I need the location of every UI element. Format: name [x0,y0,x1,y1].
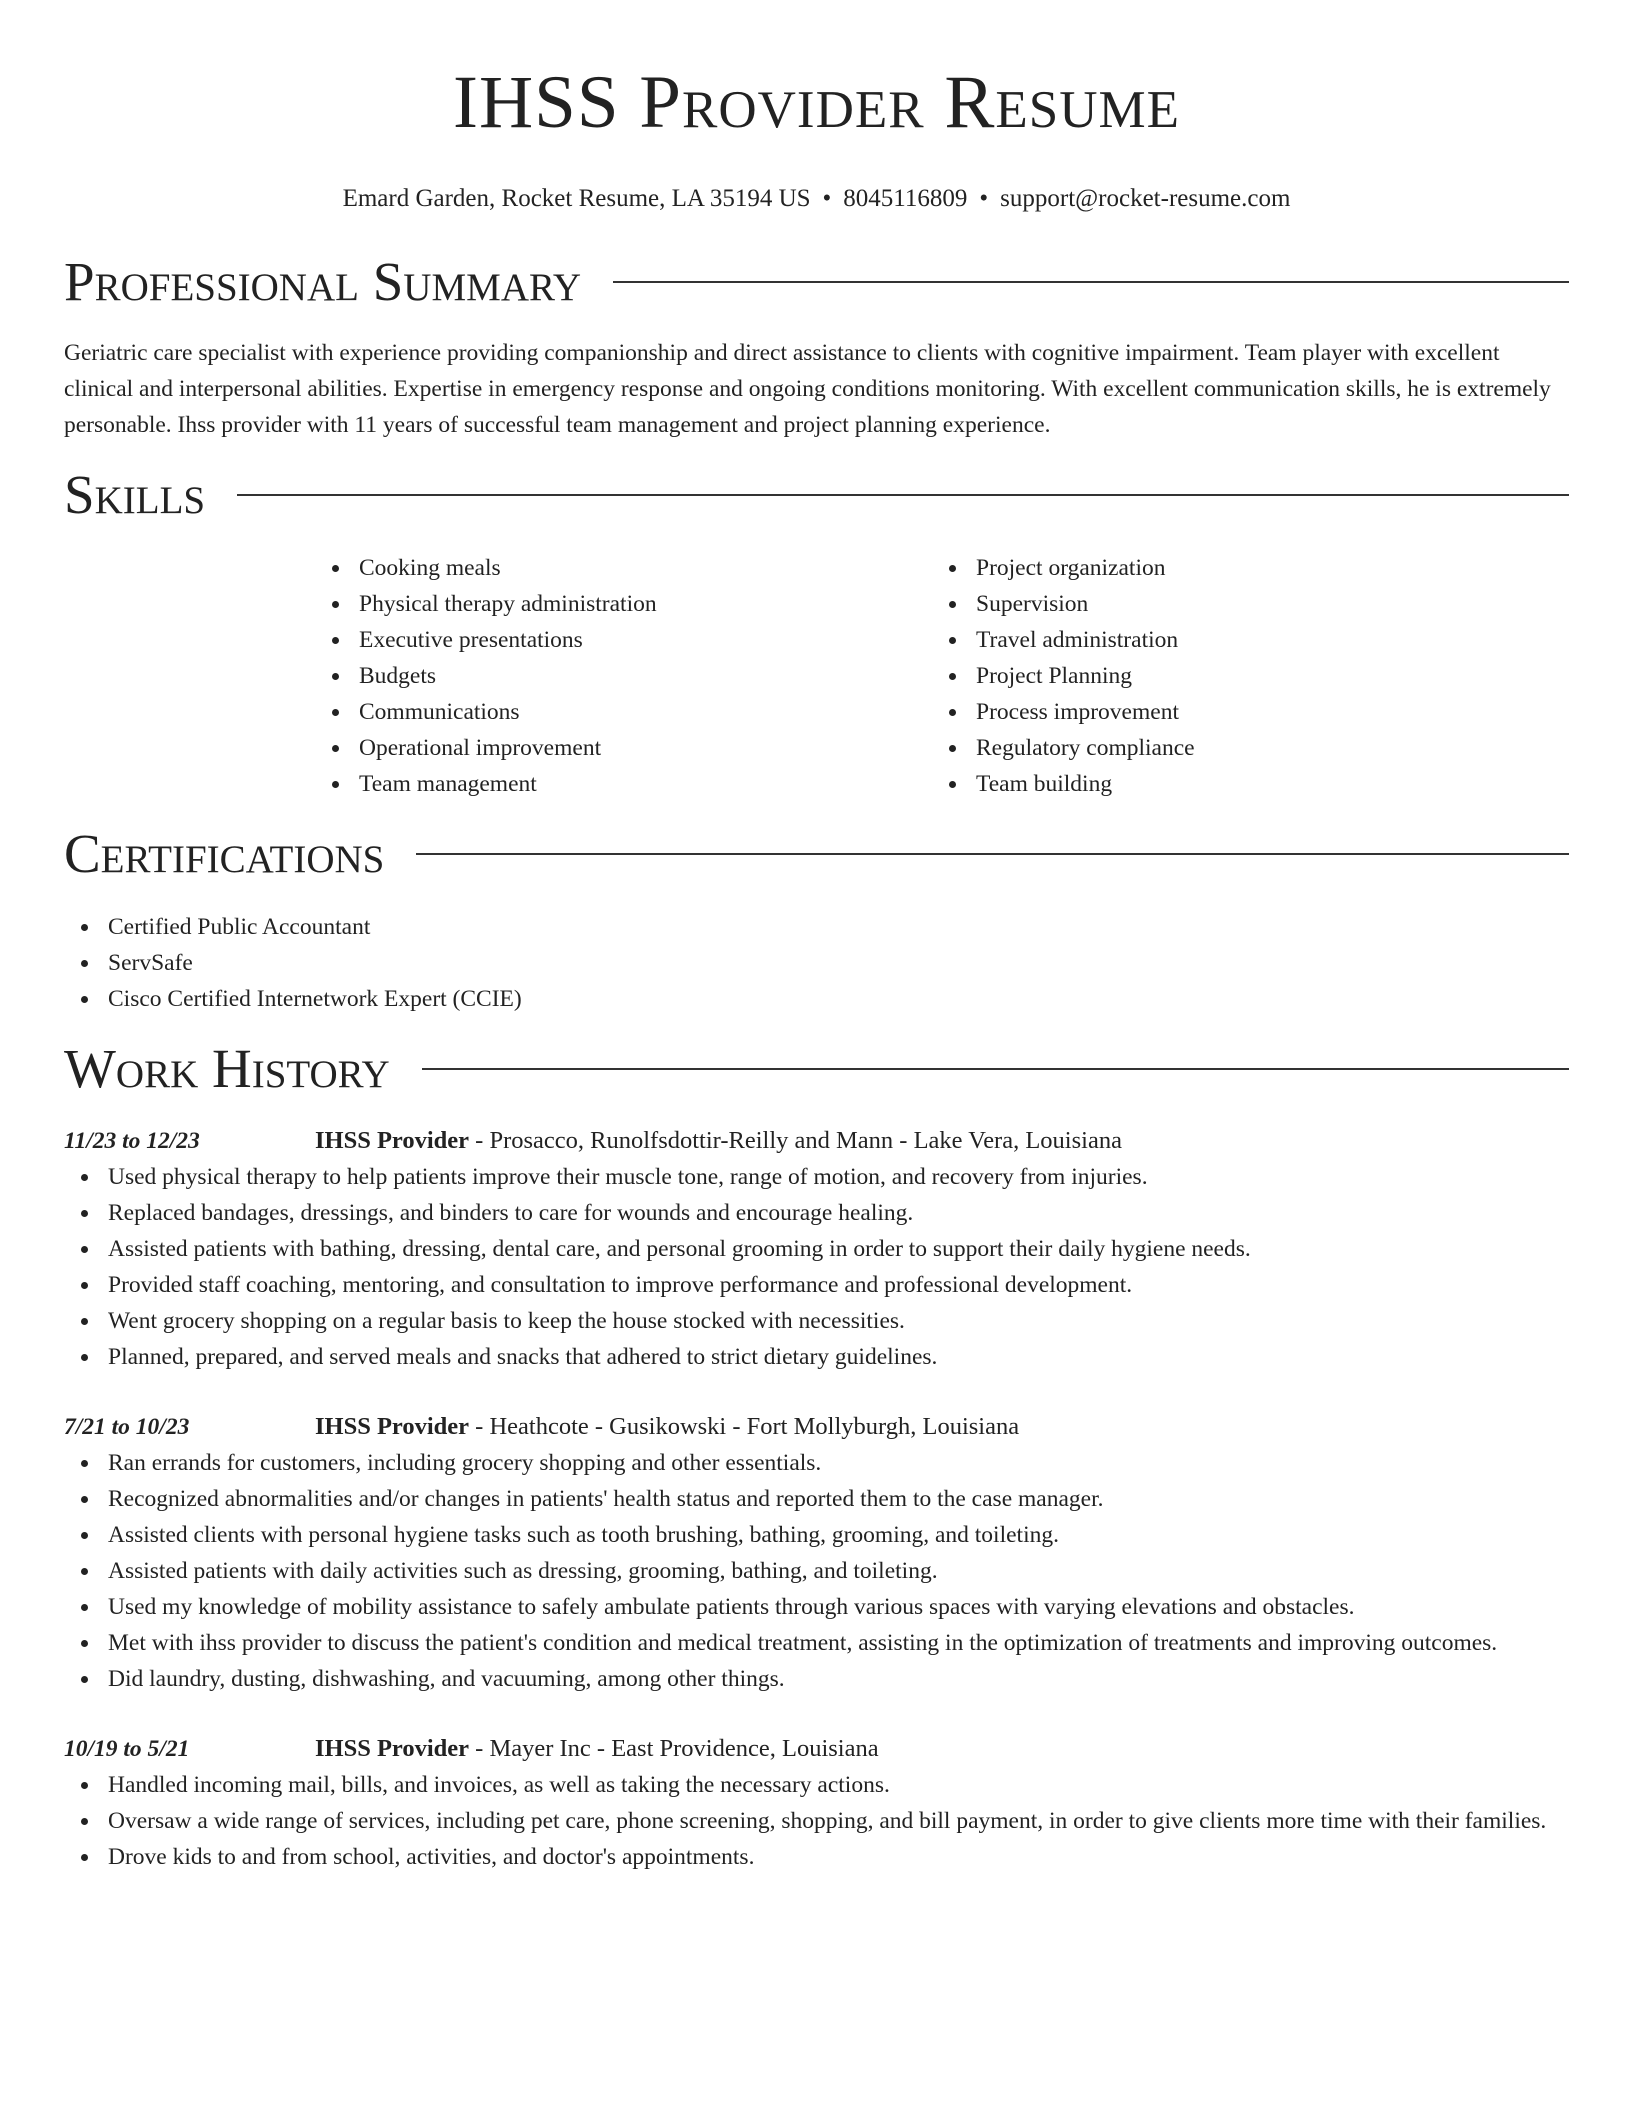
job-entry [64,1123,1569,1375]
section-divider [237,494,1569,496]
job-title: IHSS Provider [315,1735,470,1762]
resume-page [64,0,1569,1875]
job-duty: Used physical therapy to help patients improve their muscle tone, range of motion, and recovery from injuries. [64,1159,1569,1195]
contact-address: Emard Garden, Rocket Resume, LA 35194 US [342,185,811,212]
job-title: IHSS Provider [315,1127,470,1154]
skill-item: Team building [932,766,1549,802]
section-header [64,1037,1569,1101]
job-duty: Replaced bandages, dressings, and binders to care for wounds and encourage healing. [64,1195,1569,1231]
certifications-list [64,909,1569,1017]
summary-text: Geriatric care specialist with experience providing companionship and direct assistance to clients with cognitive impairment. Team player with excellent clinical and interpersonal abilities. Expertise in emergency response and ongoing conditions monitoring. With excellent communication skills, he is extremely personable. Ihss provider with 11 years of successful team management and project planning experience. [64,340,1551,438]
section-heading-summary: Professional Summary [64,251,582,312]
job-details: - Prosacco, Runolfsdottir-Reilly and Mann - Lake Vera, Louisiana [469,1127,1122,1154]
job-title: IHSS Provider [315,1413,470,1440]
job-heading [315,1123,1122,1159]
contact-line [64,184,1569,214]
job-dates: 7/21 to 10/23 [64,1414,190,1440]
skill-item: Team management [315,766,932,802]
resume-title: IHSS Provider Resume [453,61,1180,144]
job-duty: Recognized abnormalities and/or changes in patients' health status and reported them to the case manager. [64,1481,1569,1517]
job-details: - Mayer Inc - East Providence, Louisiana [469,1735,879,1762]
job-duty: Handled incoming mail, bills, and invoices, as well as taking the necessary actions. [64,1767,1569,1803]
section-divider [422,1068,1569,1070]
skill-item: Operational improvement [315,730,932,766]
job-duty: Planned, prepared, and served meals and snacks that adhered to strict dietary guidelines. [64,1339,1569,1375]
skill-item: Physical therapy administration [315,586,932,622]
job-entry [64,1409,1569,1697]
section-header [64,463,1569,527]
section-divider [613,281,1569,283]
job-duty: Assisted patients with bathing, dressing, dental care, and personal grooming in order to support their daily hygiene needs. [64,1231,1569,1267]
certification-item: Certified Public Accountant [64,909,1569,945]
section-header [64,822,1569,886]
job-heading [315,1731,879,1767]
skill-item: Project Planning [932,658,1549,694]
job-duty: Met with ihss provider to discuss the patient's condition and medical treatment, assisting in the optimization of treatments and improving outcomes. [64,1625,1569,1661]
job-header [64,1731,1569,1767]
section-header [64,250,1569,314]
job-dates: 10/19 to 5/21 [64,1736,190,1762]
section-divider [416,853,1569,855]
job-duty: Went grocery shopping on a regular basis to keep the house stocked with necessities. [64,1303,1569,1339]
certification-item: Cisco Certified Internetwork Expert (CCIE) [64,981,1569,1017]
skill-item: Communications [315,694,932,730]
section-heading-certifications: Certifications [64,823,385,884]
skills-grid [315,550,1569,802]
job-duty: Did laundry, dusting, dishwashing, and vacuuming, among other things. [64,1661,1569,1697]
section-heading-work-history: Work History [64,1038,390,1099]
job-duties-list [64,1767,1569,1875]
skills-section [64,463,1569,802]
contact-phone: 8045116809 [843,185,968,212]
job-header [64,1123,1569,1159]
work-history-section [64,1037,1569,1875]
job-duty: Assisted clients with personal hygiene tasks such as tooth brushing, bathing, grooming, and toileting. [64,1517,1569,1553]
certification-item: ServSafe [64,945,1569,981]
summary-section [64,250,1569,443]
job-entry [64,1731,1569,1875]
job-dates: 11/23 to 12/23 [64,1128,200,1154]
skill-item: Regulatory compliance [932,730,1549,766]
skill-item: Travel administration [932,622,1549,658]
skill-item: Executive presentations [315,622,932,658]
job-duty: Ran errands for customers, including grocery shopping and other essentials. [64,1445,1569,1481]
job-header [64,1409,1569,1445]
skill-item: Supervision [932,586,1549,622]
job-duty: Oversaw a wide range of services, including pet care, phone screening, shopping, and bill payment, in order to give clients more time with their families. [64,1803,1569,1839]
job-heading [315,1409,1019,1445]
certifications-section [64,822,1569,1017]
skills-list-left [315,550,932,802]
contact-separator: • [979,185,989,212]
skill-item: Process improvement [932,694,1549,730]
contact-separator: • [822,185,832,212]
job-details: - Heathcote - Gusikowski - Fort Mollyburgh, Louisiana [469,1413,1020,1440]
section-heading-skills: Skills [64,464,206,525]
skill-item: Project organization [932,550,1549,586]
job-duty: Used my knowledge of mobility assistance to safely ambulate patients through various spaces with varying elevations and obstacles. [64,1589,1569,1625]
job-duty: Assisted patients with daily activities such as dressing, grooming, bathing, and toileting. [64,1553,1569,1589]
skill-item: Budgets [315,658,932,694]
skill-item: Cooking meals [315,550,932,586]
job-duties-list [64,1445,1569,1697]
skills-list-right [932,550,1549,802]
job-duty: Provided staff coaching, mentoring, and consultation to improve performance and professional development. [64,1267,1569,1303]
contact-email: support@rocket-resume.com [1000,185,1291,212]
job-duties-list [64,1159,1569,1375]
job-duty: Drove kids to and from school, activities, and doctor's appointments. [64,1839,1569,1875]
